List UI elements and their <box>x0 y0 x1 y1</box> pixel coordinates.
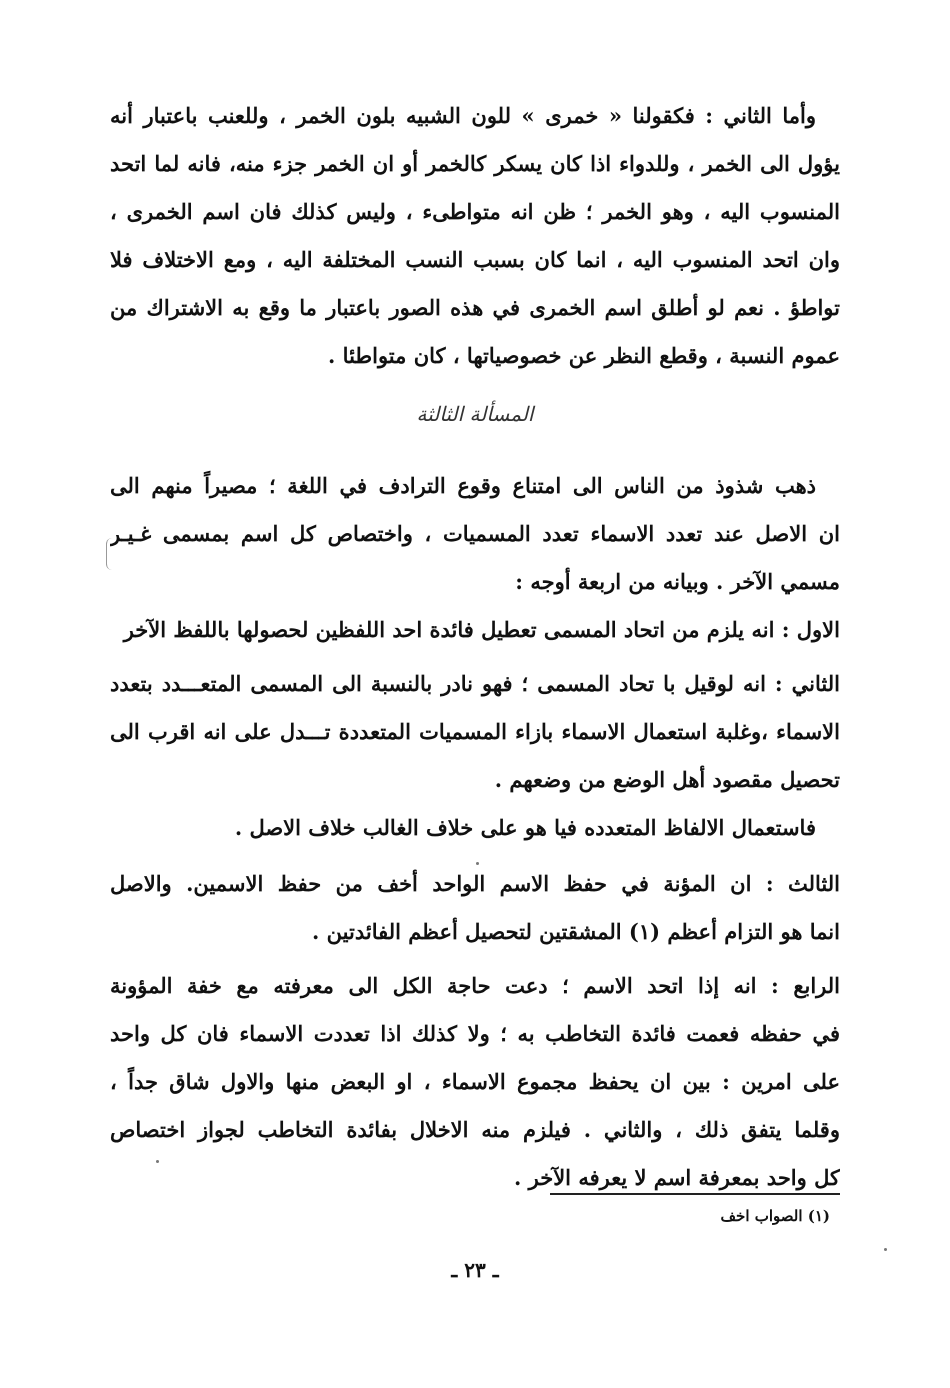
text-line: انما هو التزام أعظم (١) المشقتين لتحصيل أعظم الفائدتين . <box>312 919 840 944</box>
text-line: وان اتحد المنسوب اليه ، انما كان بسبب النسب المختلفة اليه ، ومع الاختلاف فلا <box>110 247 840 272</box>
text-line: تحصيل مقصود أهل الوضع من وضعهم . <box>494 767 840 792</box>
paragraph-khamri-example <box>110 92 840 380</box>
text-line: الثالث : ان المؤنة في حفظ الاسم الواحد أخف من حفظ الاسمين. والاصل <box>110 871 840 896</box>
paragraph-third-argument <box>110 860 840 956</box>
text-line: الرابع : انه إذا اتحد الاسم ؛ دعت حاجة الكل الى معرفته مع خفة المؤونة <box>110 973 840 998</box>
text-line: عموم النسبة ، وقطع النظر عن خصوصياتها ، كان متواطئا . <box>328 343 840 368</box>
text-line: الثاني : انه لوقيل با تحاد المسمى ؛ فهو نادر بالنسبة الى المسمى المتعـــدد بتعدد <box>110 671 840 696</box>
footnote: (١) الصواب اخف <box>720 1207 830 1225</box>
scan-speck <box>884 1248 887 1251</box>
scan-speck <box>476 862 479 865</box>
paragraph-fourth-argument <box>110 962 840 1202</box>
page-number: ـ ٢٣ ـ <box>451 1258 499 1282</box>
paragraph-second-argument <box>110 660 840 804</box>
text-line: الاول : انه يلزم من اتحاد المسمى تعطيل فائدة احد اللفظين لحصولها باللفظ الآخر <box>123 617 840 642</box>
text-line: المنسوب اليه ، وهو الخمر ؛ ظن انه متواطىء ، وليس كذلك فان اسم الخمرى ، <box>110 199 840 224</box>
paragraph-conclusion <box>110 804 840 852</box>
section-heading: المسألة الثالثة <box>416 402 534 426</box>
text-line: في حفظه فعمت فائدة التخاطب به ؛ ولا كذلك اذا تعددت الاسماء فان كل واحد <box>110 1021 840 1046</box>
paragraph-first-argument <box>110 606 840 654</box>
text-line: تواطؤ . نعم لو أطلق اسم الخمرى في هذه الصور باعتبار ما وقع به الاشتراك من <box>110 295 840 320</box>
text-line: فاستعمال الالفاظ المتعدده فيا هو على خلاف الغالب خلاف الاصل . <box>234 815 816 840</box>
text-line: ذهب شذوذ من الناس الى امتناع وقوع الترادف في اللغة ؛ مصيراً منهم الى <box>110 473 816 498</box>
scan-edge-mark <box>106 538 113 570</box>
paragraph-synonymy-intro <box>110 462 840 606</box>
text-line: يؤول الى الخمر ، وللدواء اذا كان يسكر كالخمر أو ان الخمر جزء منه، فانه لما اتحد <box>110 151 840 176</box>
text-line: ان الاصل عند تعدد الاسماء تعدد المسميات ، واختصاص كل اسم بمسمى غـيـر <box>110 521 840 546</box>
text-line: وأما الثاني : فكقولنا « خمرى » للون الشبيه بلون الخمر ، وللعنب باعتبار أنه <box>110 103 816 128</box>
text-line: على امرين : بين ان يحفظ مجموع الاسماء ، او البعض منها والاول شاق جداً ، <box>110 1069 840 1094</box>
text-line: كل واحد بمعرفة اسم لا يعرفه الآخر . <box>514 1165 840 1190</box>
text-line: وقلما يتفق ذلك ، والثاني . فيلزم منه الاخلال بفائدة التخاطب لجواز اختصاص <box>110 1117 840 1142</box>
text-line: مسمي الآخر . وبيانه من اربعة أوجه : <box>515 569 840 594</box>
scan-speck <box>156 1160 159 1163</box>
text-line: الاسماء ،وغلبة استعمال الاسماء بازاء المسميات المتعددة تـــدل على انه اقرب الى <box>110 719 840 744</box>
footnote-divider <box>550 1193 840 1195</box>
